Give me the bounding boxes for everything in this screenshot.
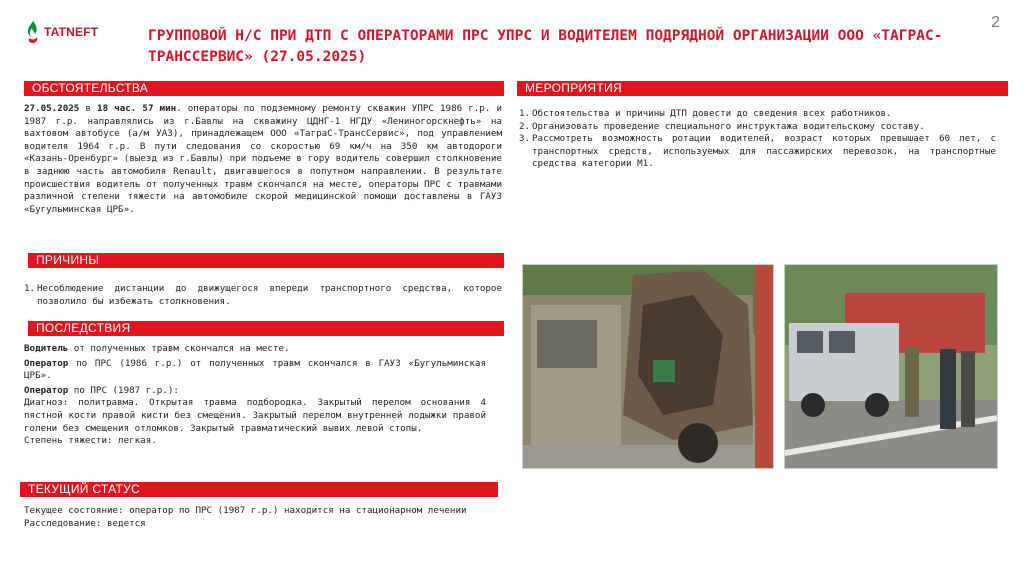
list-item: 3. Рассмотреть возможность ротации водителей, возраст которых превышает 60 лет, с транспортных средств, используемых для пассажирских перевозок, на транспортные средства категории М1. [519,133,996,170]
page-number: 2 [991,14,1000,31]
causes-list [24,283,502,308]
page-title: ГРУППОВОЙ Н/С ПРИ ДТП С ОПЕРАТОРАМИ ПРС УПРС И ВОДИТЕЛЕМ ПОДРЯДНОЙ ОРГАНИЗАЦИИ ООО «ТАГРАС-ТРАНССЕРВИС» (27.05.2025) [148,28,943,65]
list-item: 1. Несоблюдение дистанции до движущегося впереди транспортного средства, которое позволило бы избежать столкновения. [24,283,502,307]
photo-damaged-bus [522,264,774,469]
measures-header: МЕРОПРИЯТИЯ [517,81,1008,96]
consequences-header: ПОСЛЕДСТВИЯ [28,321,504,336]
circumstances-text: 27.05.2025 в 18 час. 57 мин. операторы по подземному ремонту скважин УПРС 1986 г.р. и 1987 г.р. направлялись из г.Бавлы на скважину ЦДНГ-1 НГДУ «Лениногорскнефть» на вахтовом автобусе (а/м УАЗ), принадлежащем ООО «ТаграС-ТрансСервис», под управлением водителя 1964 г.р. В пути следования со скоростью 69 км/ч на 350 км автодороги «Казань-Оренбург» (выезд из г.Бавлы) при подъеме в гору водитель совершил столкновение в заднюю часть автомобиля Renault, двигавшегося в попутном направлении. В результате происшествия водитель от полученных травм скончался на месте, операторы ПРС с травмами различной степени тяжести на автомобиле скорой медицинской помощи доставлены в ГАУЗ «Бугульминская ЦРБ». [24,103,502,215]
incident-date: 27.05.2025 [24,103,80,114]
flame-icon [26,20,40,44]
incident-time: 18 час. 57 мин [97,103,177,114]
photo-roadside-scene [784,264,998,469]
list-item: 2. Организовать проведение специального инструктажа водительскому составу. [519,120,925,132]
logo-text: TATNEFT [44,25,99,39]
list-item: 1. Обстоятельства и причины ДТП довести до сведения всех работников. [519,108,892,119]
tatneft-logo [26,20,98,44]
status-header: ТЕКУЩИЙ СТАТУС [20,482,498,497]
consequences-text: Водитель от полученных травм скончался на месте. Оператор по ПРС (1986 г.р.) от полученных травм скончался в ГАУЗ «Бугульминская ЦРБ». Оператор по ПРС (1987 г.р.): Диагноз: политравма. Открытая травма подбородка. Закрытый перелом основания 4 пястной кости правой кисти без смещения. Закрытый перелом внутренней лодыжки правой голени без смещения отломков. Закрытый травматический вывих левой стопы. Степень тяжести: легкая. [24,343,486,447]
status-text: Текущее состояние: оператор по ПРС (1987 г.р.) находится на стационарном лечении Расследование: ведется [24,505,467,529]
causes-header: ПРИЧИНЫ [28,253,504,268]
circumstances-header: ОБСТОЯТЕЛЬСТВА [24,81,504,96]
measures-list [519,108,996,171]
